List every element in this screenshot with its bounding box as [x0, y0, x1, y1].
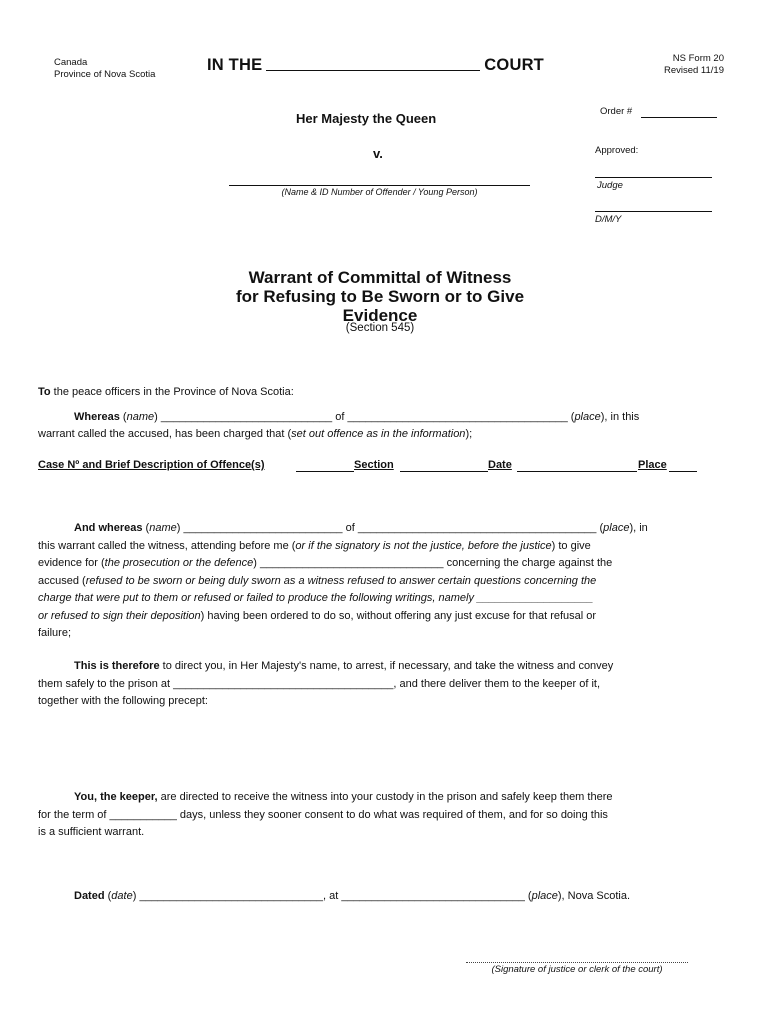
aw-l2-italic: or if the signatory is not the justice, before the justice — [295, 539, 552, 552]
dated-place-field[interactable]: ______________________________ — [341, 890, 525, 902]
court-heading — [207, 56, 544, 75]
dated-date-field[interactable]: ______________________________ — [139, 890, 323, 902]
dated-date-hint: date — [111, 890, 133, 902]
aw-line-4 — [38, 573, 692, 591]
therefore-l1: to direct you, in Her Majesty's name, to arrest, if necessary, and take the witness and convey — [159, 660, 614, 672]
aw-tail: ), in — [629, 522, 648, 534]
keeper-l1: are directed to receive the witness into your custody in the prison and safely keep them there — [157, 791, 613, 803]
judge-label: Judge — [597, 180, 623, 191]
title-line-2: for Refusing to Be Sworn or to Give — [235, 287, 525, 306]
versus-label: v. — [373, 146, 383, 161]
therefore-line-1 — [38, 658, 692, 676]
aw-l3-a: evidence for ( — [38, 557, 105, 569]
table-header-rule-0 — [296, 471, 354, 472]
date-format-label: D/M/Y — [595, 214, 622, 225]
table-header-section: Section — [354, 459, 394, 471]
therefore-line-3: together with the following precept: — [38, 695, 208, 707]
accused-place-field[interactable]: ____________________________________ — [347, 411, 568, 423]
witness-place-field[interactable]: _______________________________________ — [357, 522, 597, 534]
whereas-line-2 — [38, 426, 472, 443]
document-title — [150, 268, 610, 325]
aw-name-hint: name — [149, 522, 177, 534]
form-number: NS Form 20 — [672, 53, 724, 64]
table-header-place: Place — [638, 459, 667, 471]
approval-date-field[interactable] — [595, 211, 712, 212]
addressee-line — [38, 384, 294, 401]
keeper-line-2: for the term of ___________ days, unless they sooner consent to do what was required of them, and for so doing this — [38, 808, 608, 821]
order-label: Order # — [600, 106, 633, 117]
country-label: Canada — [54, 57, 88, 68]
form-revised: Revised 11/19 — [663, 65, 724, 76]
aw-l6-b: ) having been ordered to do so, without offering any just excuse for that refusal or — [200, 609, 597, 622]
court-name-field[interactable] — [266, 70, 480, 71]
therefore-paragraph — [38, 658, 692, 711]
crown-party: Her Majesty the Queen — [296, 111, 437, 126]
therefore-bold: This is therefore — [74, 660, 160, 672]
table-header-rule-3 — [669, 471, 697, 472]
whereas-line-1: Whereas (name) ____________________________ of ____________________________________ (place), in this — [74, 411, 640, 423]
aw-line-7: failure; — [38, 627, 72, 639]
accused-name-field[interactable]: ____________________________ — [160, 411, 333, 423]
dated-line: Dated (date) ______________________________, at ______________________________ (place), Nova Scotia. — [74, 890, 631, 902]
aw-line-1: And whereas (name) __________________________ of _______________________________________ (place), in — [74, 522, 648, 534]
keeper-line-3: is a sufficient warrant. — [38, 826, 145, 838]
therefore-line-2: them safely to the prison at ____________________________________, and there deliver them to the keeper of it, — [38, 677, 601, 690]
aw-l3-b: ) ______________________________ concerning the charge against the — [253, 557, 613, 569]
to-rest: the peace officers in the Province of Nova Scotia: — [50, 386, 294, 398]
whereas-l2-a: warrant called the accused, has been charged that ( — [38, 428, 292, 440]
province-label: Province of Nova Scotia — [54, 69, 156, 80]
dated-place-hint: place — [531, 890, 558, 902]
offender-caption: (Name & ID Number of Offender / Young Person) — [281, 187, 478, 197]
aw-bold: And whereas — [74, 522, 143, 534]
dated-tail: ), Nova Scotia. — [557, 890, 631, 902]
table-header-case: Case Nº and Brief Description of Offence(s) — [38, 459, 265, 471]
aw-l2-a: this warrant called the witness, attending before me ( — [38, 539, 296, 552]
section-reference: (Section 545) — [345, 322, 415, 334]
form-info — [664, 53, 724, 77]
aw-line-2 — [38, 538, 692, 556]
aw-place-hint: place — [603, 522, 630, 534]
aw-of: of — [342, 522, 358, 534]
keeper-bold: You, the keeper, — [74, 791, 158, 803]
order-number-field[interactable] — [641, 117, 717, 118]
aw-l3-italic: the prosecution or the defence — [104, 557, 254, 569]
whereas-of: of — [332, 411, 348, 423]
whereas-place-hint: place — [574, 411, 601, 423]
signature-caption: (Signature of justice or clerk of the court) — [491, 964, 663, 975]
whereas-tail: , in this — [604, 411, 640, 423]
whereas-bold: Whereas — [74, 411, 120, 423]
court-prefix: IN THE — [207, 56, 263, 74]
to-bold: To — [38, 386, 51, 398]
aw-l6-italic: or refused to sign their deposition — [38, 609, 201, 622]
keeper-paragraph — [38, 789, 692, 842]
table-header-rule-2 — [517, 471, 637, 472]
whereas-l2-italic: set out offence as in the information — [291, 428, 466, 440]
jurisdiction-block — [54, 57, 155, 81]
title-line-1: Warrant of Committal of Witness — [248, 268, 512, 287]
aw-l4-italic: refused to be sworn or being duly sworn as a witness refused to answer certain questions concerning the — [85, 574, 597, 587]
aw-line-6 — [38, 608, 692, 626]
aw-l4-a: accused ( — [38, 574, 86, 587]
aw-l5-italic: charge that were put to them or refused or failed to produce the following writings, namely ___________________ — [38, 592, 594, 604]
table-header-date: Date — [488, 459, 512, 471]
aw-l2-b: ) to give — [551, 539, 591, 552]
keeper-line-1 — [38, 789, 692, 807]
dated-bold: Dated — [74, 890, 105, 902]
whereas-name-hint: name — [126, 411, 155, 423]
judge-signature-field[interactable] — [595, 177, 712, 178]
aw-line-3 — [38, 555, 692, 573]
signature-field[interactable] — [466, 962, 688, 963]
witness-name-field[interactable]: __________________________ — [183, 522, 343, 534]
dated-at: , at — [322, 890, 342, 902]
court-suffix: COURT — [484, 56, 544, 74]
whereas-l2-b: ); — [465, 428, 473, 440]
aw-line-5 — [38, 590, 692, 608]
and-whereas-paragraph — [38, 520, 692, 643]
table-header-rule-1 — [400, 471, 488, 472]
offender-name-field[interactable] — [229, 185, 530, 186]
approved-label: Approved: — [595, 145, 639, 156]
title-line-3: Evidence — [342, 306, 418, 325]
